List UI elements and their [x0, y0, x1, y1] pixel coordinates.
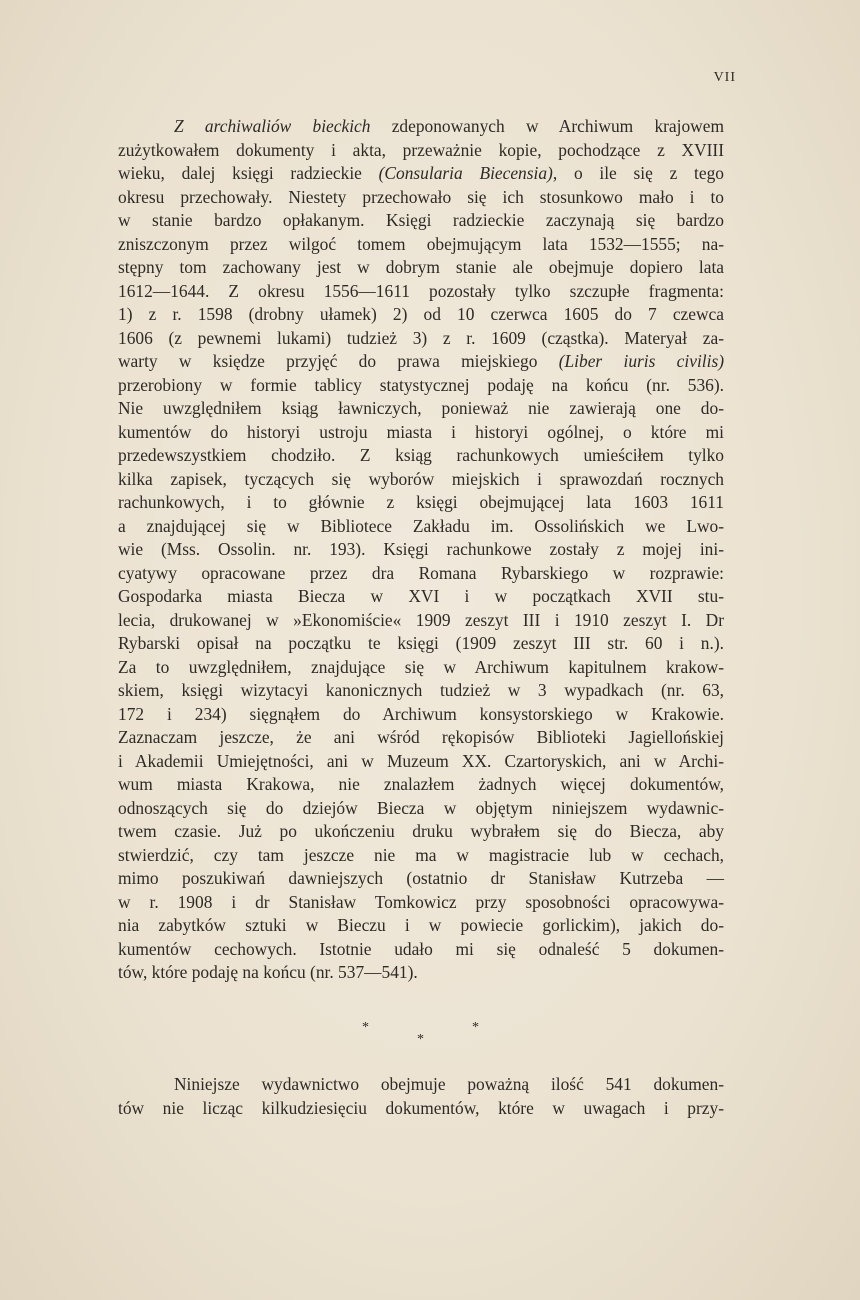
italic-title: (Consularia Biecensia)	[378, 163, 553, 183]
text-segment: przerobiony w formie tablicy statystycznej podaję na końcu (nr. 536).	[118, 374, 724, 395]
text-segment: Niniejsze wydawnictwo obejmuje poważną ilość 541 dokumen-	[174, 1074, 724, 1094]
paragraph-archives	[118, 115, 724, 985]
text-segment: wum miasta Krakowa, nie znalazłem żadnych więcej dokumentów,	[118, 774, 724, 794]
text-line	[118, 938, 724, 962]
text-segment: i Akademii Umiejętności, ani w Muzeum XX. Czartoryskich, ani w Archi-	[118, 750, 724, 771]
text-segment: zniszczonym przez wilgoć tomem obejmującym lata 1532—1555; na-	[118, 233, 724, 254]
text-segment: stwierdzić, czy tam jeszcze nie ma w magistracie lub w cechach,	[118, 844, 724, 865]
text-segment: Za to uwzględniłem, znajdujące się w Archiwum kapitulnem krakow-	[118, 656, 724, 677]
text-line	[118, 773, 724, 797]
italic-title: Z archiwaliów bieckich	[174, 116, 371, 136]
text-line	[118, 867, 724, 891]
text-line	[118, 515, 724, 539]
text-line	[118, 233, 724, 257]
text-line	[118, 1097, 724, 1121]
text-line	[118, 468, 724, 492]
text-line	[118, 397, 724, 421]
text-segment: 172 i 234) sięgnąłem do Archiwum konsystorskiego w Krakowie.	[118, 703, 724, 724]
text-line	[118, 609, 724, 633]
separator-asterisk: *	[417, 1032, 424, 1047]
text-line	[118, 797, 724, 821]
text-line	[118, 421, 724, 445]
text-line	[118, 891, 724, 915]
text-segment: odnoszących się do dziejów Biecza w objętym niniejszem wydawnic-	[118, 797, 724, 818]
text-segment: a znajdującej się w Bibliotece Zakładu im. Ossolińskich we Lwo-	[118, 515, 724, 536]
text-line	[118, 679, 724, 703]
text-segment: cyatywy opracowane przez dra Romana Rybarskiego w rozprawie:	[118, 562, 724, 583]
text-segment: kilka zapisek, tyczących się wyborów miejskich i sprawozdań rocznych	[118, 468, 724, 489]
text-line	[118, 327, 724, 351]
text-segment: wieku, dalej księgi radzieckie	[118, 163, 379, 183]
text-line	[118, 632, 724, 656]
text-segment: 1606 (z pewnemi lukami) tudzież 3) z r. 1609 (cząstka). Materyał za-	[118, 327, 724, 348]
text-line	[118, 209, 724, 233]
text-line	[118, 820, 724, 844]
text-line	[118, 374, 724, 398]
text-line	[118, 844, 724, 868]
text-line	[118, 303, 724, 327]
section-separator	[350, 1020, 490, 1050]
text-segment: wie (Mss. Ossolin. nr. 193). Księgi rachunkowe zostały z mojej ini-	[118, 539, 724, 559]
text-line	[118, 350, 724, 374]
text-segment: nia zabytków sztuki w Bieczu i w powiecie gorlickim), jakich do-	[118, 915, 724, 935]
text-segment: warty w księdze przyjęć do prawa miejskiego	[118, 351, 559, 371]
page-number: VII	[713, 70, 736, 85]
text-segment: 1612—1644. Z okresu 1556—1611 pozostały tylko szczupłe fragmenta:	[118, 280, 724, 301]
italic-title: (Liber iuris civilis)	[558, 351, 725, 371]
text-segment: 1) z r. 1598 (drobny ułamek) 2) od 10 czerwca 1605 do 7 czewca	[118, 304, 724, 324]
text-line	[118, 1073, 724, 1097]
text-segment: zużytkowałem dokumenty i akta, przeważnie kopie, pochodzące z XVIII	[118, 139, 724, 160]
text-line	[118, 491, 724, 515]
text-segment: kumentów cechowych. Istotnie udało mi się odnaleść 5 dokumen-	[118, 938, 724, 959]
text-line	[118, 280, 724, 304]
text-line	[118, 726, 724, 750]
text-segment: Zaznaczam jeszcze, że ani wśród rękopisów Biblioteki Jagiellońskiej	[118, 727, 724, 747]
text-segment: skiem, księgi wizytacyi kanonicznych tudzież w 3 wypadkach (nr. 63,	[118, 680, 724, 700]
text-segment: rachunkowych, i to głównie z księgi obejmującej lata 1603 1611	[118, 492, 724, 512]
text-segment: tów nie licząc kilkudziesięciu dokumentów, które w uwagach i przy-	[118, 1097, 724, 1118]
text-line	[118, 139, 724, 163]
text-line	[118, 162, 724, 186]
text-segment: mimo poszukiwań dawniejszych (ostatnio dr Stanisław Kutrzeba —	[118, 868, 724, 888]
text-line	[118, 256, 724, 280]
text-line	[118, 444, 724, 468]
text-segment: stępny tom zachowany jest w dobrym stanie ale obejmuje dopiero lata	[118, 257, 724, 277]
text-segment: zdeponowanych w Archiwum krajowem	[370, 116, 724, 136]
separator-asterisk: *	[362, 1020, 369, 1035]
text-line	[118, 750, 724, 774]
text-line	[118, 656, 724, 680]
text-segment: przedewszystkiem chodziło. Z ksiąg rachunkowych umieściłem tylko	[118, 445, 724, 465]
text-line	[118, 115, 724, 139]
text-segment: okresu przechowały. Niestety przechowało się ich stosunkowo mało i to	[118, 186, 724, 207]
text-segment: tów, które podaję na końcu (nr. 537—541).	[118, 962, 418, 982]
text-line	[118, 538, 724, 562]
text-segment: Nie uwzględniłem ksiąg ławniczych, ponieważ nie zawierają one do-	[118, 398, 724, 418]
text-segment: Rybarski opisał na początku te księgi (1909 zeszyt III str. 60 i n.).	[118, 633, 724, 653]
text-segment: lecia, drukowanej w »Ekonomiście« 1909 zeszyt III i 1910 zeszyt I. Dr	[118, 609, 724, 630]
text-segment: Gospodarka miasta Biecza w XVI i w początkach XVII stu-	[118, 586, 724, 606]
text-segment: twem czasie. Już po ukończeniu druku wybrałem się do Biecza, aby	[118, 821, 724, 841]
text-line	[118, 961, 724, 985]
text-segment: w stanie bardzo opłakanym. Księgi radzieckie zaczynają się bardzo	[118, 210, 724, 230]
paragraph-edition-scope	[118, 1073, 724, 1120]
separator-asterisk: *	[472, 1020, 479, 1035]
text-line	[118, 703, 724, 727]
text-line	[118, 585, 724, 609]
text-segment: w r. 1908 i dr Stanisław Tomkowicz przy sposobności opracowywa-	[118, 891, 724, 912]
text-segment: , o ile się z tego	[552, 163, 724, 183]
text-line	[118, 914, 724, 938]
text-segment: kumentów do historyi ustroju miasta i historyi ogólnej, o które mi	[118, 421, 724, 442]
text-line	[118, 562, 724, 586]
text-line	[118, 186, 724, 210]
